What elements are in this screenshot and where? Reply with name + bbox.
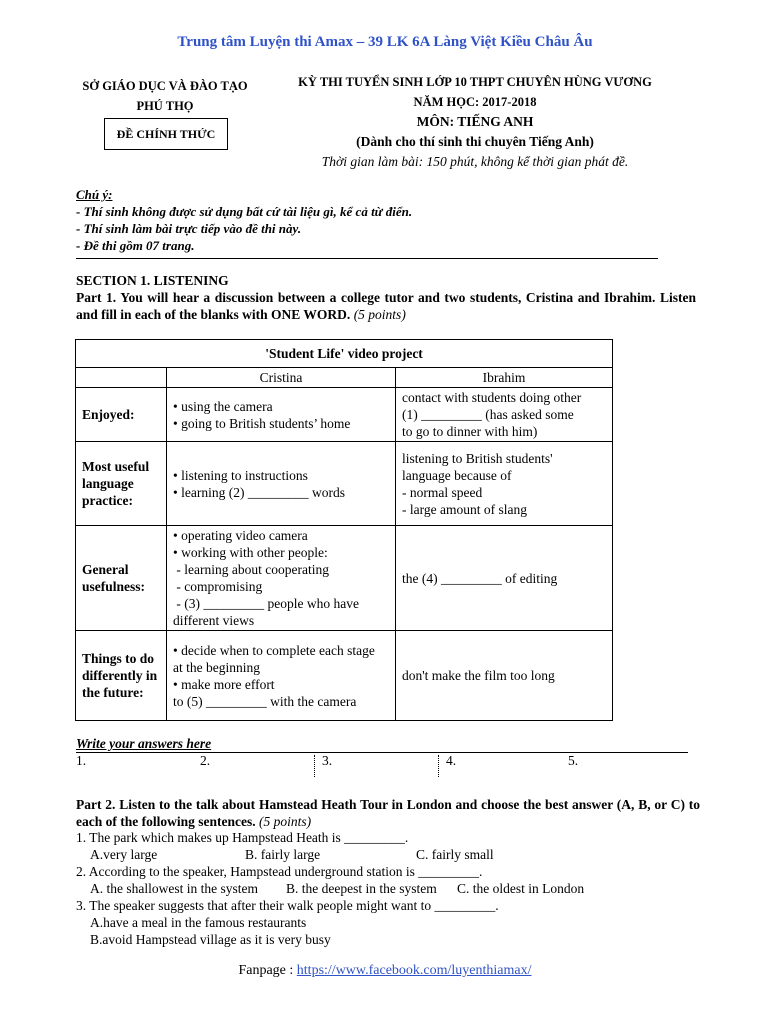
answer-1[interactable]: 1. — [76, 753, 87, 768]
option[interactable]: B.avoid Hampstead village as it is very busy — [90, 932, 331, 947]
question-2: 2. According to the speaker, Hampstead underground station is _________. A. the shallowest in the system B. the deepest in the system C. the oldest in London — [76, 864, 585, 896]
official-stamp: ĐỀ CHÍNH THỨC — [104, 118, 228, 150]
notes-title: Chú ý: — [76, 187, 113, 202]
divider — [76, 258, 658, 259]
exam-subject: MÔN: TIẾNG ANH — [416, 114, 534, 129]
section-title: SECTION 1. LISTENING — [76, 273, 229, 288]
answer-2[interactable]: 2. — [200, 753, 211, 768]
option[interactable]: C. the oldest in London — [457, 881, 585, 896]
exam-name: KỲ THI TUYỂN SINH LỚP 10 THPT CHUYÊN HÙNG VƯƠNG — [298, 75, 652, 89]
question-1: 1. The park which makes up Hampstead Heath is _________. A.very large B. fairly large C. fairly small — [76, 830, 494, 862]
issuer-block — [60, 76, 270, 116]
table-row: Most useful language practice: • listening to instructions • learning (2) _________ words listening to British students' language because of - normal speed - large amount of slang — [76, 442, 613, 526]
note-item: - Đề thi gồm 07 trang. — [76, 238, 195, 253]
province: PHÚ THỌ — [136, 99, 194, 113]
table-row: Enjoyed: • using the camera • going to British students’ home contact with students doing other (1) _________ (has asked some to go to dinner with him) — [76, 388, 613, 442]
option[interactable]: B. the deepest in the system — [286, 881, 437, 896]
option[interactable]: A.have a meal in the famous restaurants — [90, 915, 307, 930]
note-item: - Thí sinh không được sử dụng bất cứ tài liệu gì, kể cả từ điển. — [76, 204, 413, 219]
fanpage-link[interactable]: https://www.facebook.com/luyenthiamax/ — [296, 963, 532, 978]
table-row: General usefulness: • operating video camera • working with other people: - learning about cooperating - compromising - (3) _________ people who have different views the (4) _________ of editing — [76, 526, 613, 631]
part-2 — [76, 796, 700, 830]
notes — [76, 186, 412, 254]
listening-table — [75, 339, 613, 721]
option[interactable]: A. the shallowest in the system — [90, 881, 258, 896]
answer-separator — [438, 755, 439, 777]
option[interactable]: A.very large — [90, 847, 158, 862]
exam-info — [285, 72, 665, 172]
answer-row — [76, 752, 688, 777]
part1-instruction: Part 1. You will hear a discussion between a college tutor and two students, Cristina and Ibrahim. Listen and fill in each of the blanks with ONE WORD. (5 points) — [76, 290, 696, 322]
table-row: Things to do differently in the future: • decide when to complete each stage at the beginning • make more effort to (5) _________ with the camera don't make the film too long — [76, 631, 613, 721]
exam-year: NĂM HỌC: 2017-2018 — [413, 95, 537, 109]
part2-instruction: Part 2. Listen to the talk about Hamstead Heath Tour in London and choose the best answer (A, B, or C) to each of the following sentences. (5 points) — [76, 797, 700, 829]
department: SỞ GIÁO DỤC VÀ ĐÀO TẠO — [82, 79, 248, 93]
section-1 — [76, 272, 696, 323]
answers-title: Write your answers here — [76, 736, 212, 751]
answer-3[interactable]: 3. — [322, 753, 333, 768]
answer-5[interactable]: 5. — [568, 753, 579, 768]
table-title: 'Student Life' video project — [76, 340, 613, 368]
answer-separator — [314, 755, 315, 777]
option[interactable]: C. fairly small — [416, 847, 494, 862]
exam-audience: (Dành cho thí sinh thi chuyên Tiếng Anh) — [356, 134, 594, 149]
col-header-ibrahim: Ibrahim — [396, 368, 613, 388]
option[interactable]: B. fairly large — [245, 847, 321, 862]
col-header-cristina: Cristina — [167, 368, 396, 388]
answer-4[interactable]: 4. — [446, 753, 457, 768]
question-3: 3. The speaker suggests that after their walk people might want to _________. A.have a meal in the famous restaurants B.avoid Hampstead village as it is very busy — [76, 897, 696, 948]
page-header: Trung tâm Luyện thi Amax – 39 LK 6A Làng Việt Kiều Châu Âu — [177, 34, 593, 50]
note-item: - Thí sinh làm bài trực tiếp vào đề thi này. — [76, 221, 302, 236]
footer — [0, 963, 770, 979]
footer-label: Fanpage : — [238, 963, 297, 978]
exam-time: Thời gian làm bài: 150 phút, không kể thời gian phát đề. — [321, 154, 629, 169]
